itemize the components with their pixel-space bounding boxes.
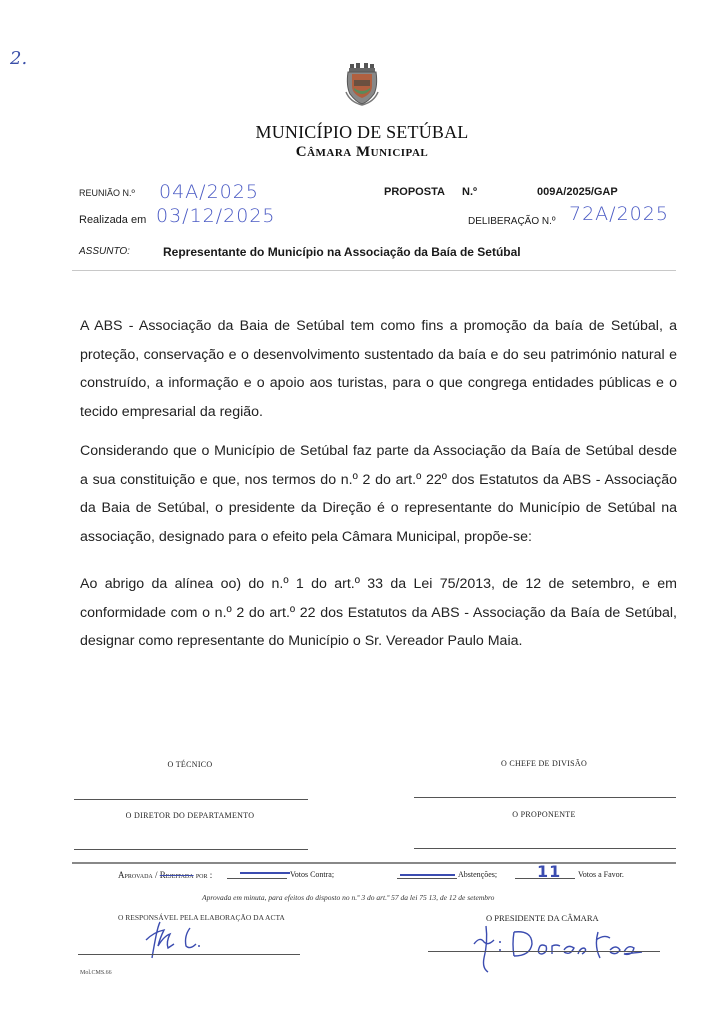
page-number-handwritten: 2. — [10, 48, 28, 69]
subject-text: Representante do Município na Associação da Baía de Setúbal — [163, 245, 521, 259]
proponente-signature-line — [414, 848, 676, 849]
tecnico-signature-line — [74, 799, 308, 800]
chefe-divisao-label: O CHEFE DE DIVISÃO — [500, 759, 588, 768]
voting-divider — [72, 862, 676, 864]
meeting-date-handwritten: 03/12/2025 — [156, 205, 276, 227]
chefe-signature-line — [414, 797, 676, 798]
proponente-label: O PROPONENTE — [512, 810, 576, 819]
reuniao-number-handwritten: 04A/2025 — [159, 181, 259, 203]
municipality-title: MUNICÍPIO DE SETÚBAL — [255, 122, 469, 142]
presidente-camara-label: O PRESIDENTE DA CÂMARA — [486, 913, 599, 923]
presidente-signature-line — [428, 951, 660, 952]
por-text: por : — [193, 870, 213, 880]
responsavel-signature — [140, 918, 220, 962]
proposta-no-label: N.º — [462, 186, 478, 198]
diretor-departamento-label: O DIRETOR DO DEPARTAMENTO — [125, 811, 255, 820]
votos-contra-label: Votos Contra; — [290, 870, 335, 879]
assunto-label: ASSUNTO: — [79, 246, 130, 257]
deliberacao-label: DELIBERAÇÃO N.º — [468, 216, 556, 227]
proposta-number: 009A/2025/GAP — [537, 186, 618, 198]
diretor-signature-line — [74, 849, 308, 850]
council-title: Câmara Municipal — [295, 144, 429, 160]
body-paragraph: A ABS - Associação da Baia de Setúbal tem como fins a promoção da baía de Setúbal, a proteção, conservação e o desenvolvimento sustentado da baía e do seu património natural e construído, a informação e o apoio aos turistas, para o que congrega entidades públicas e o tecido empresarial da região. — [80, 318, 677, 420]
header-divider — [72, 270, 676, 271]
votos-favor-label: Votos a Favor. — [578, 870, 624, 879]
votes-favor-handwritten: 11 — [537, 862, 562, 881]
approval-status — [118, 870, 212, 880]
responsavel-acta-label: O RESPONSÁVEL PELA ELABORAÇÃO DA ACTA — [118, 913, 285, 922]
abstencoes-label: Abstenções; — [458, 870, 498, 879]
deliberacao-number-handwritten: 72A/2025 — [569, 203, 669, 225]
abstentions-dash-handwritten — [400, 874, 455, 876]
aprovada-text: Aprovada / — [118, 870, 160, 880]
votes-against-dash-handwritten — [240, 872, 290, 874]
minuta-note: Aprovada em minuta, para efeitos do disposto no n.º 3 do art.º 57 da lei 75 13, de 12 de setembro — [202, 893, 495, 902]
proposta-label: PROPOSTA — [384, 186, 445, 198]
form-code: Mol.CMS.66 — [80, 970, 112, 976]
reuniao-label: REUNIÃO N.º — [79, 188, 135, 198]
tecnico-label: O TÉCNICO — [167, 760, 213, 769]
votes-against-blank — [227, 878, 287, 879]
body-paragraph: Considerando que o Município de Setúbal faz parte da Associação da Baía de Setúbal desde a sua constituição e que, nos termos do n.º 2 do art.º 22º dos Estatutos da ABS - Associação da Baia de Setúbal, o presidente da Direção é o representante do Município de Setúbal na associação, designado para o efeito pela Câmara Municipal, propõe-se: — [80, 443, 677, 545]
presidente-signature — [470, 912, 660, 974]
responsavel-signature-line — [78, 954, 300, 955]
coat-of-arms-icon — [344, 62, 380, 106]
rejeitada-struck-text: Rejeitada — [159, 870, 194, 880]
abstentions-blank — [397, 878, 457, 879]
realizada-label: Realizada em — [79, 214, 147, 226]
body-paragraph: Ao abrigo da alínea oo) do n.º 1 do art.º 33 da Lei 75/2013, de 12 de setembro, e em conformidade com o n.º 2 do art.º 22 dos Estatutos da ABS - Associação da Baía de Setúbal, designar como representante do Município o Sr. Vereador Paulo Maia. — [80, 576, 677, 649]
